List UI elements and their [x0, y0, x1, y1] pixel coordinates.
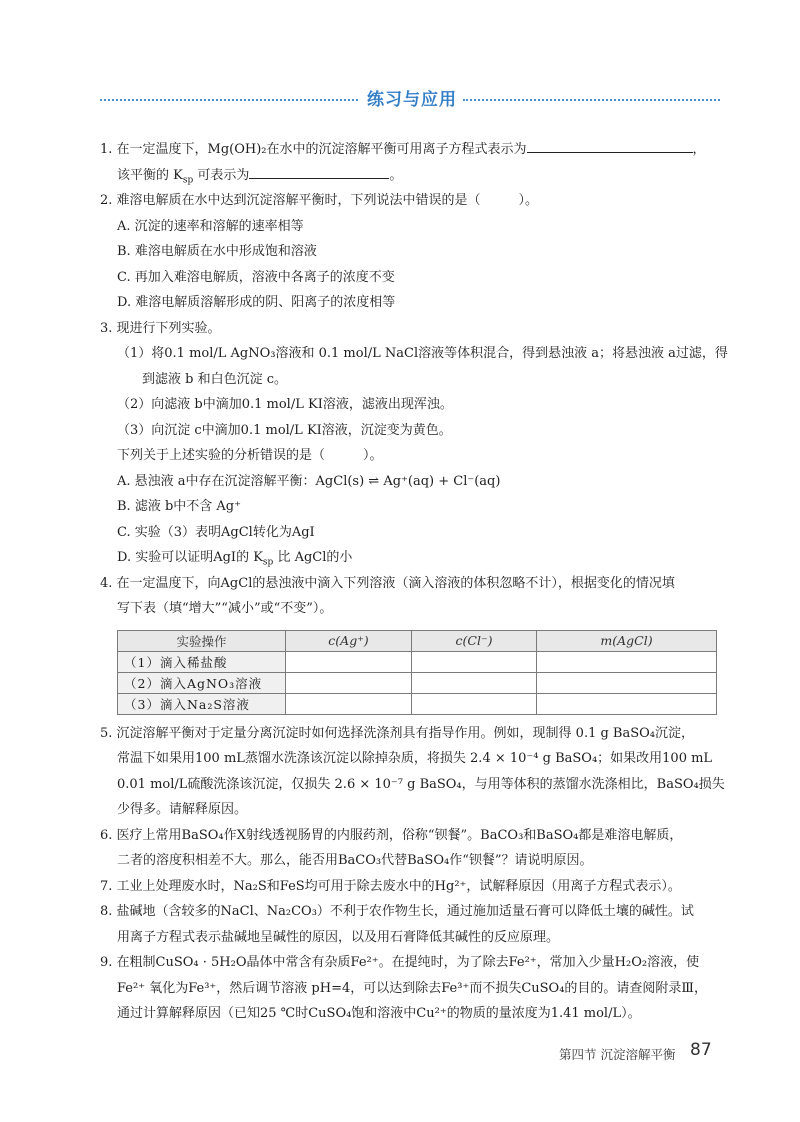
table-answer-cell[interactable] [286, 651, 412, 672]
question-9-line-3: 通过计算解释原因（已知25 ℃时CuSO₄饱和溶液中Cu²⁺的物质的量浓度为1.41 mol/L）。 [117, 1006, 641, 1021]
punctuation: 。 [389, 167, 403, 183]
option-2b: B. 难溶电解质在水中形成饱和溶液 [117, 244, 317, 259]
table-row [118, 672, 717, 693]
table-header: c(Cl⁻) [412, 630, 537, 651]
question-1-text: 1. 在一定温度下，Mg(OH)₂在水中的沉淀溶解平衡可用离子方程式表示为 [100, 142, 527, 157]
table-answer-cell[interactable] [537, 672, 717, 693]
question-2-stem [100, 188, 718, 214]
question-3-ask-text: 下列关于上述实验的分析错误的是（ [117, 448, 326, 463]
table-row-label: （2）滴入AgNO₃溶液 [118, 672, 286, 693]
dotted-divider-left [100, 99, 358, 101]
option-3d-text: D. 实验可以证明AgI的 K [117, 550, 263, 565]
option-3a: A. 悬浊液 a中存在沉淀溶解平衡：AgCl(s) ⇌ Ag⁺(aq) + Cl⁻(aq) [117, 473, 501, 489]
question-2-text: 2. 难溶电解质在水中达到沉淀溶解平衡时，下列说法中错误的是（ [100, 193, 481, 208]
answer-blank-1[interactable] [527, 138, 693, 153]
table-answer-cell[interactable] [286, 693, 412, 714]
table-header: m(AgCl) [537, 630, 717, 651]
question-6-line-1: 6. 医疗上常用BaSO₄作X射线透视肠胃的内服药剂，俗称“钡餐”。BaCO₃和BaSO₄都是难溶电解质， [100, 827, 683, 843]
table-row-label: （3）滴入Na₂S溶液 [118, 693, 286, 714]
question-4-line-1: 4. 在一定温度下，向AgCl的悬浊液中滴入下列溶液（滴入溶液的体积忽略不计），根据变化的情况填 [100, 575, 675, 591]
question-1-text-2: 该平衡的 K [117, 167, 183, 183]
section-header [100, 88, 720, 112]
experiment-2: （2）向滤液 b中滴加0.1 mol/L KI溶液，滤液出现浑浊。 [117, 397, 453, 412]
table-header: c(Ag⁺) [286, 630, 412, 651]
punctuation: ， [692, 142, 706, 157]
table-answer-cell[interactable] [412, 651, 537, 672]
page-number: 87 [690, 1040, 712, 1060]
question-1-text-3: 可表示为 [193, 167, 250, 183]
table-row-label: （1）滴入稀盐酸 [118, 651, 286, 672]
question-7-line-1: 7. 工业上处理废水时，Na₂S和FeS均可用于除去废水中的Hg²⁺，试解释原因（用离子方程式表示）。 [100, 878, 681, 894]
footer-chapter-title: 第四节 沉淀溶解平衡 [559, 1047, 676, 1062]
question-1-line-1 [100, 137, 718, 163]
question-3-ask [100, 443, 718, 469]
question-5-line-1: 5. 沉淀溶解平衡对于定量分离沉淀时如何选择洗涤剂具有指导作用。例如，现制得 0.1 g BaSO₄沉淀， [100, 725, 695, 741]
experiment-3: （3）向沉淀 c中滴加0.1 mol/L KI溶液，沉淀变为黄色。 [117, 422, 452, 438]
question-5-line-3: 0.01 mol/L硫酸洗涤该沉淀，仅损失 2.6 × 10⁻⁷ g BaSO₄，与用等体积的蒸馏水洗涤相比，BaSO₄损失 [117, 776, 725, 792]
option-2c: C. 再加入难溶电解质，溶液中各离子的浓度不变 [117, 269, 395, 285]
option-3b: B. 滤液 b中不含 Ag⁺ [117, 499, 241, 514]
question-5-line-4: 少得多。请解释原因。 [117, 802, 248, 817]
table-answer-cell[interactable] [412, 672, 537, 693]
question-3-stem: 3. 现进行下列实验。 [100, 320, 221, 336]
punctuation: ）。 [518, 193, 539, 208]
table-row [118, 693, 717, 714]
exercise-list [100, 137, 728, 1027]
dotted-divider-right [463, 99, 720, 101]
option-2a: A. 沉淀的速率和溶解的速率相等 [117, 218, 304, 234]
question-9-line-1: 9. 在粗制CuSO₄ · 5H₂O晶体中常含有杂质Fe²⁺。在提纯时，为了除去Fe²⁺，常加入少量H₂O₂溶液，使 [100, 955, 700, 970]
table-answer-cell[interactable] [537, 693, 717, 714]
question-8-line-2: 用离子方程式表示盐碱地呈碱性的原因，以及用石膏降低其碱性的反应原理。 [117, 929, 560, 945]
question-9-line-2: Fe²⁺ 氧化为Fe³⁺，然后调节溶液 pH=4，可以达到除去Fe³⁺而不损失CuSO₄的目的。请查阅附录Ⅲ， [117, 980, 707, 996]
question-1-line-2 [100, 163, 718, 189]
ksp-subscript: sp [262, 557, 274, 568]
table-answer-cell[interactable] [412, 693, 537, 714]
punctuation: ）。 [363, 448, 383, 463]
experiment-1-line-2: 到滤液 b 和白色沉淀 c。 [142, 371, 287, 387]
ksp-subscript: sp [182, 175, 194, 186]
section-title: 练习与应用 [367, 90, 457, 110]
answer-blank-2[interactable] [249, 164, 389, 179]
option-3d [100, 545, 718, 571]
experiment-table [117, 630, 717, 715]
table-header: 实验操作 [118, 630, 286, 651]
question-8-line-1: 8. 盐碱地（含较多的NaCl、Na₂CO₃）不利于农作物生长，通过施加适量石膏可以降低土壤的碱性。试 [100, 904, 694, 919]
table-answer-cell[interactable] [286, 672, 412, 693]
question-4-line-2: 写下表（填“增大”“减小”或“不变”）。 [117, 601, 333, 616]
question-5-line-2: 常温下如果用100 mL蒸馏水洗涤该沉淀以除掉杂质，将损失 2.4 × 10⁻⁴ g BaSO₄；如果改用100 mL [117, 751, 713, 766]
option-3c: C. 实验（3）表明AgCl转化为AgI [117, 524, 315, 540]
table-header-row [118, 630, 717, 651]
table-answer-cell[interactable] [537, 651, 717, 672]
table-row [118, 651, 717, 672]
question-6-line-2: 二者的溶度积相差不大。那么，能否用BaCO₃代替BaSO₄作“钡餐”？请说明原因。 [117, 853, 593, 868]
option-2d: D. 难溶电解质溶解形成的阴、阳离子的浓度相等 [117, 295, 396, 310]
option-3d-text-2: 比 AgCl的小 [273, 550, 353, 565]
experiment-1-line-1: （1）将0.1 mol/L AgNO₃溶液和 0.1 mol/L NaCl溶液等体积混合，得到悬浊液 a；将悬浊液 a过滤，得 [117, 346, 728, 361]
